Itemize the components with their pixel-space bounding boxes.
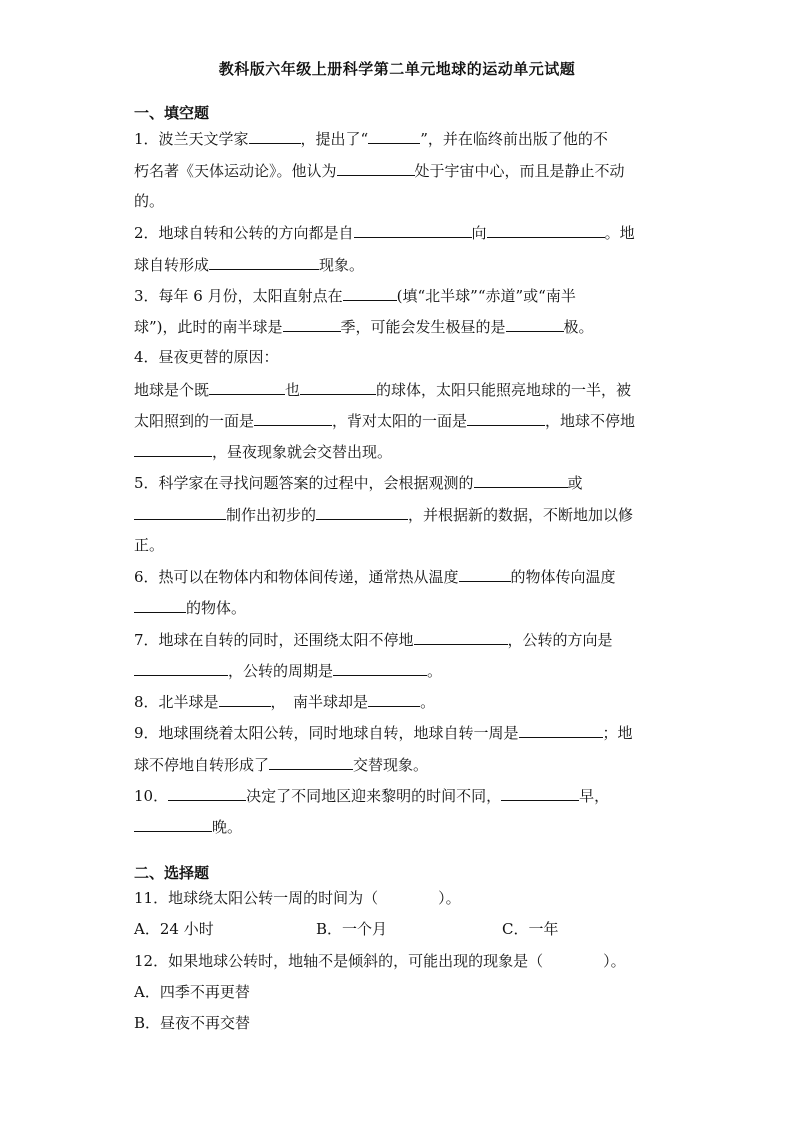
q1-line3: 的。 [134,192,165,210]
q10-line1: 10． 决定了不同地区迎来黎明的时间不同， 早， [134,787,610,805]
q10-blank2[interactable] [501,785,579,801]
q6-blank1[interactable] [459,566,511,582]
q7-blank3[interactable] [333,660,427,676]
q8-blank1[interactable] [219,691,271,707]
q5-line3: 正。 [134,536,165,554]
q5-line2: 制作出初步的 ，并根据新的数据，不断地加以修 [134,504,664,525]
q10-blank1[interactable] [168,785,246,801]
q6-line2: 的物体。 [134,597,664,618]
q4-blank1[interactable] [209,379,285,395]
q4-blank2[interactable] [300,379,376,395]
q2-line1: 2．地球自转和公转的方向都是自 向 。地 [134,224,635,242]
q8-line1: 8．北半球是 ， 南半球却是 。 [134,693,436,711]
q11-option-c[interactable]: C．一年 [502,920,559,938]
q5-blank1[interactable] [474,472,568,488]
q2-blank3[interactable] [209,254,319,270]
q3-line2: 球”)，此时的南半球是 季，可能会发生极昼的是 极。 [134,318,594,336]
q1-line2: 朽名著《天体运动论》。他认为 处于宇宙中心，而且是静止不动 [134,162,625,180]
q1-blank1[interactable] [249,128,301,144]
q3-blank2[interactable] [283,316,341,332]
q7-line2: ，公转的周期是 。 [134,660,664,681]
q3-line1: 3．每年 6 月份，太阳直射点在 (填“北半球”“赤道”或“南半 [134,287,576,305]
q7-line1: 7．地球在自转的同时，还围绕太阳不停地 ，公转的方向是 [134,631,613,649]
q9-line2: 球不停地自转形成了 交替现象。 [134,756,429,774]
q2-blank1[interactable] [354,222,472,238]
q4-blank3[interactable] [254,410,332,426]
q11-option-a[interactable]: A．24 小时 [134,920,214,938]
q3-blank3[interactable] [506,316,564,332]
page-title: 教科版六年级上册科学第二单元地球的运动单元试题 [218,60,576,78]
q11-options [134,919,664,939]
q11-stem: 11．地球绕太阳公转一周的时间为（ ）。 [134,889,461,907]
q7-blank1[interactable] [414,629,508,645]
q5-blank3[interactable] [316,504,408,520]
q1-blank3[interactable] [337,160,415,176]
q4-blank5[interactable] [134,441,212,457]
q2-line2: 球自转形成 现象。 [134,256,365,274]
q12-stem: 12．如果地球公转时，地轴不是倾斜的，可能出现的现象是（ ）。 [134,952,626,970]
q5-blank2[interactable] [134,504,226,520]
q11-option-b[interactable]: B．一个月 [316,920,388,938]
section-choice-heading: 二、选择题 [134,864,210,882]
q1-blank2[interactable] [368,128,420,144]
q4-line4: ，昼夜现象就会交替出现。 [134,441,664,462]
q1-line1: 1．波兰天文学家 ，提出了“ ”，并在临终前出版了他的不 [134,130,608,148]
q4-line2: 地球是个既 也 的球体，太阳只能照亮地球的一半，被 [134,381,632,399]
q5-line1: 5．科学家在寻找问题答案的过程中，会根据观测的 或 [134,474,583,492]
q10-blank3[interactable] [134,816,212,832]
q4-blank4[interactable] [467,410,545,426]
q7-blank2[interactable] [134,660,228,676]
section-fill-heading: 一、填空题 [134,104,210,122]
q6-blank2[interactable] [134,597,186,613]
q8-blank2[interactable] [368,691,420,707]
q6-line1: 6．热可以在物体内和物体间传递，通常热从温度 的物体传向温度 [134,568,616,586]
q12-option-a[interactable]: A．四季不再更替 [134,983,250,1001]
q9-blank2[interactable] [269,754,353,770]
q4-line3: 太阳照到的一面是 ，背对太阳的一面是 ，地球不停地 [134,412,636,430]
q10-line2: 晚。 [134,816,664,837]
q3-blank1[interactable] [343,285,397,301]
q4-line1: 4．昼夜更替的原因： [134,348,279,366]
q2-blank2[interactable] [487,222,605,238]
q9-line1: 9．地球围绕着太阳公转，同时地球自转，地球自转一周是 ；地 [134,724,633,742]
q9-blank1[interactable] [519,722,603,738]
q12-option-b[interactable]: B．昼夜不再交替 [134,1014,251,1032]
